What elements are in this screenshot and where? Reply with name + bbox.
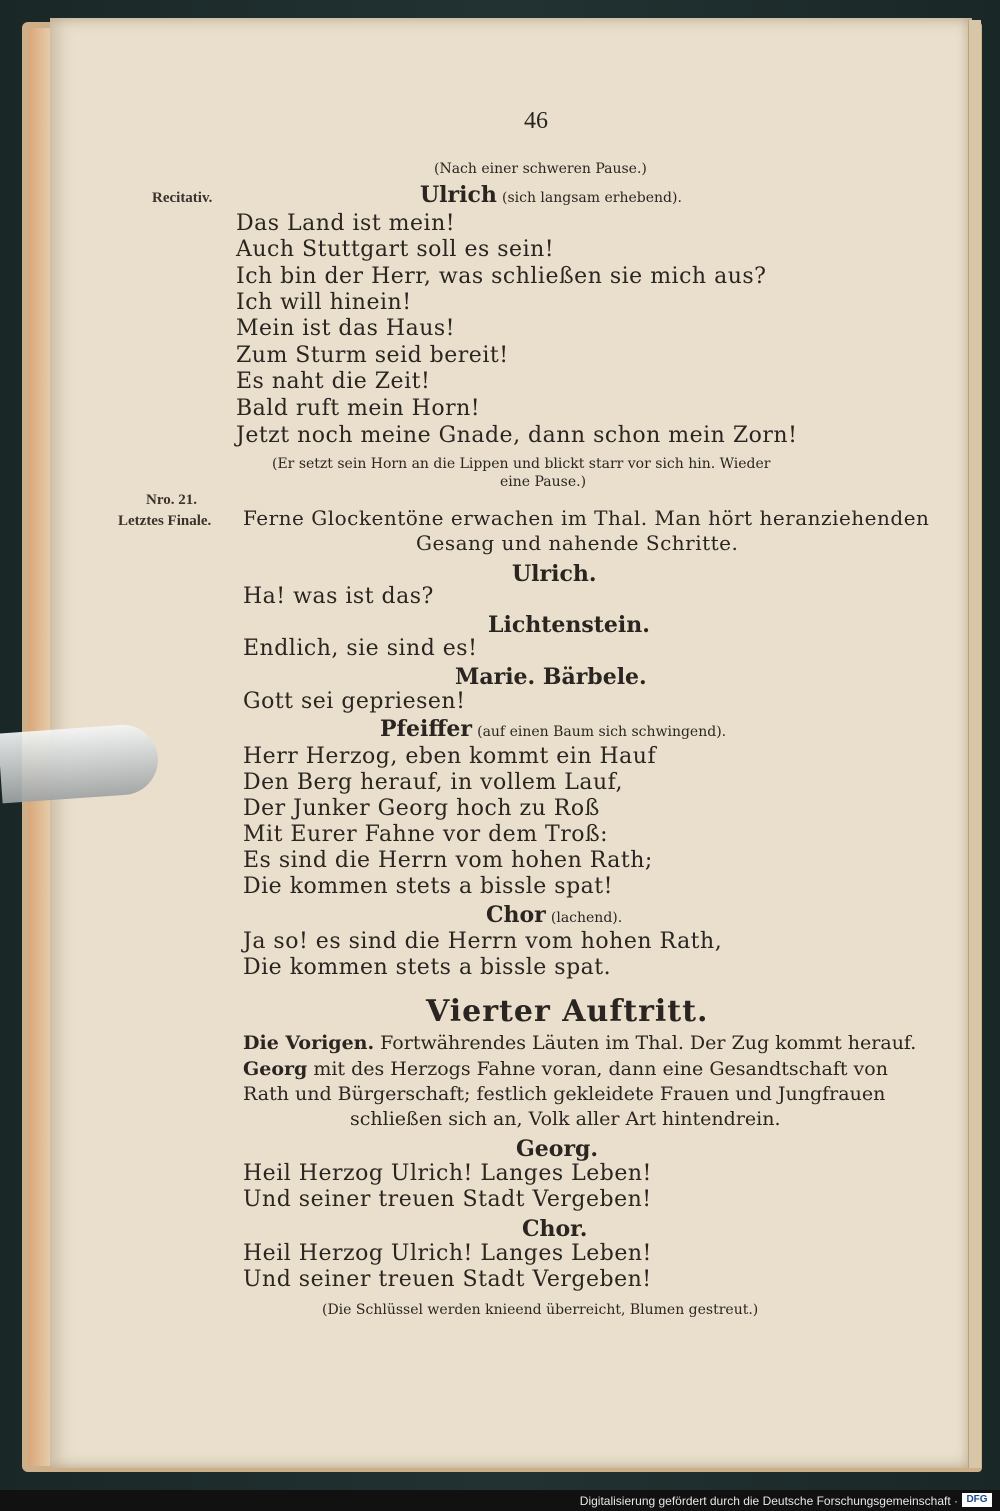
stage-direction: (Nach einer schweren Pause.) [434, 161, 647, 177]
verse-line: Ich bin der Herr, was schließen sie mich aus? [236, 264, 767, 289]
stage-direction: (sich langsam erhebend). [501, 190, 682, 206]
verse-line: Bald ruft mein Horn! [236, 396, 481, 421]
scanner-clamp [0, 723, 160, 804]
verse-line: Ha! was ist das? [243, 584, 434, 609]
speaker-name: Ulrich. [512, 561, 597, 587]
verse-line: Auch Stuttgart soll es sein! [236, 237, 555, 262]
scene-line: Gesang und nahende Schritte. [416, 531, 739, 555]
stage-direction: (Die Schlüssel werden knieend überreicht, Blumen gestreut.) [322, 1302, 759, 1318]
scene-text: mit des Herzogs Fahne voran, dann eine Gesandtschaft von [313, 1058, 888, 1080]
page-edge-right [968, 20, 981, 1468]
verse-line: Es sind die Herrn vom hohen Rath; [243, 848, 653, 873]
dfg-logo: DFG [962, 1493, 992, 1507]
scene-description [243, 1058, 888, 1080]
speaker-line [486, 902, 622, 928]
verse-line: Und seiner treuen Stadt Vergeben! [243, 1187, 652, 1212]
speaker-line [420, 182, 682, 208]
speaker-name: Marie. Bärbele. [455, 664, 647, 690]
verse-line: Jetzt noch meine Gnade, dann schon mein Zorn! [236, 423, 798, 448]
footer-bar [0, 1490, 1000, 1511]
verse-line: Es naht die Zeit! [236, 369, 431, 394]
speaker-name: Georg. [516, 1136, 599, 1162]
scene-character: Georg [243, 1058, 308, 1080]
scene-heading: Vierter Auftritt. [426, 994, 709, 1029]
speaker-name: Pfeiffer [380, 716, 473, 742]
stage-direction: (auf einen Baum sich schwingend). [477, 724, 727, 740]
stage-direction: (Er setzt sein Horn an die Lippen und blickt starr vor sich hin. Wieder [272, 456, 771, 472]
speaker-name: Ulrich [420, 182, 497, 208]
verse-line: Die kommen stets a bissle spat. [243, 955, 612, 980]
verse-line: Die kommen stets a bissle spat! [243, 874, 613, 899]
speaker-name: Chor. [522, 1216, 588, 1242]
verse-line: Endlich, sie sind es! [243, 636, 478, 661]
scene-line: Ferne Glockentöne erwachen im Thal. Man hört heranziehenden [243, 506, 930, 530]
speaker-line [380, 716, 726, 742]
stage-direction: (lachend). [550, 910, 623, 926]
verse-line: Heil Herzog Ulrich! Langes Leben! [243, 1161, 652, 1186]
scene-text: Rath und Bürgerschaft; festlich gekleidete Frauen und Jungfrauen [243, 1083, 886, 1105]
stage-direction: eine Pause.) [500, 474, 587, 490]
verse-line: Ich will hinein! [236, 290, 412, 315]
verse-line: Heil Herzog Ulrich! Langes Leben! [243, 1241, 652, 1266]
margin-note-finale: Letztes Finale. [118, 513, 212, 529]
footer-credit: Digitalisierung gefördert durch die Deutsche Forschungsgemeinschaft · [579, 1494, 958, 1508]
page-number: 46 [524, 108, 548, 134]
verse-line: Gott sei gepriesen! [243, 689, 466, 714]
verse-line: Zum Sturm seid bereit! [236, 343, 509, 368]
speaker-name: Lichtenstein. [488, 612, 650, 638]
verse-line: Herr Herzog, eben kommt ein Hauf [243, 744, 657, 769]
verse-line: Der Junker Georg hoch zu Roß [243, 796, 600, 821]
verse-line: Ja so! es sind die Herrn vom hohen Rath, [243, 929, 723, 954]
scene-text: schließen sich an, Volk aller Art hintendrein. [350, 1108, 781, 1130]
verse-line: Mit Eurer Fahne vor dem Troß: [243, 822, 609, 847]
verse-line: Das Land ist mein! [236, 211, 456, 236]
margin-note-number: Nro. 21. [146, 492, 197, 508]
speaker-name: Chor [486, 902, 546, 928]
margin-note-recitativ: Recitativ. [152, 190, 213, 206]
scene-description [243, 1032, 916, 1054]
verse-line: Den Berg herauf, in vollem Lauf, [243, 770, 623, 795]
verse-line: Mein ist das Haus! [236, 316, 455, 341]
scene-text: Fortwährendes Läuten im Thal. Der Zug kommt herauf. [380, 1032, 917, 1054]
verse-line: Und seiner treuen Stadt Vergeben! [243, 1267, 652, 1292]
scene-characters: Die Vorigen. [243, 1032, 375, 1054]
